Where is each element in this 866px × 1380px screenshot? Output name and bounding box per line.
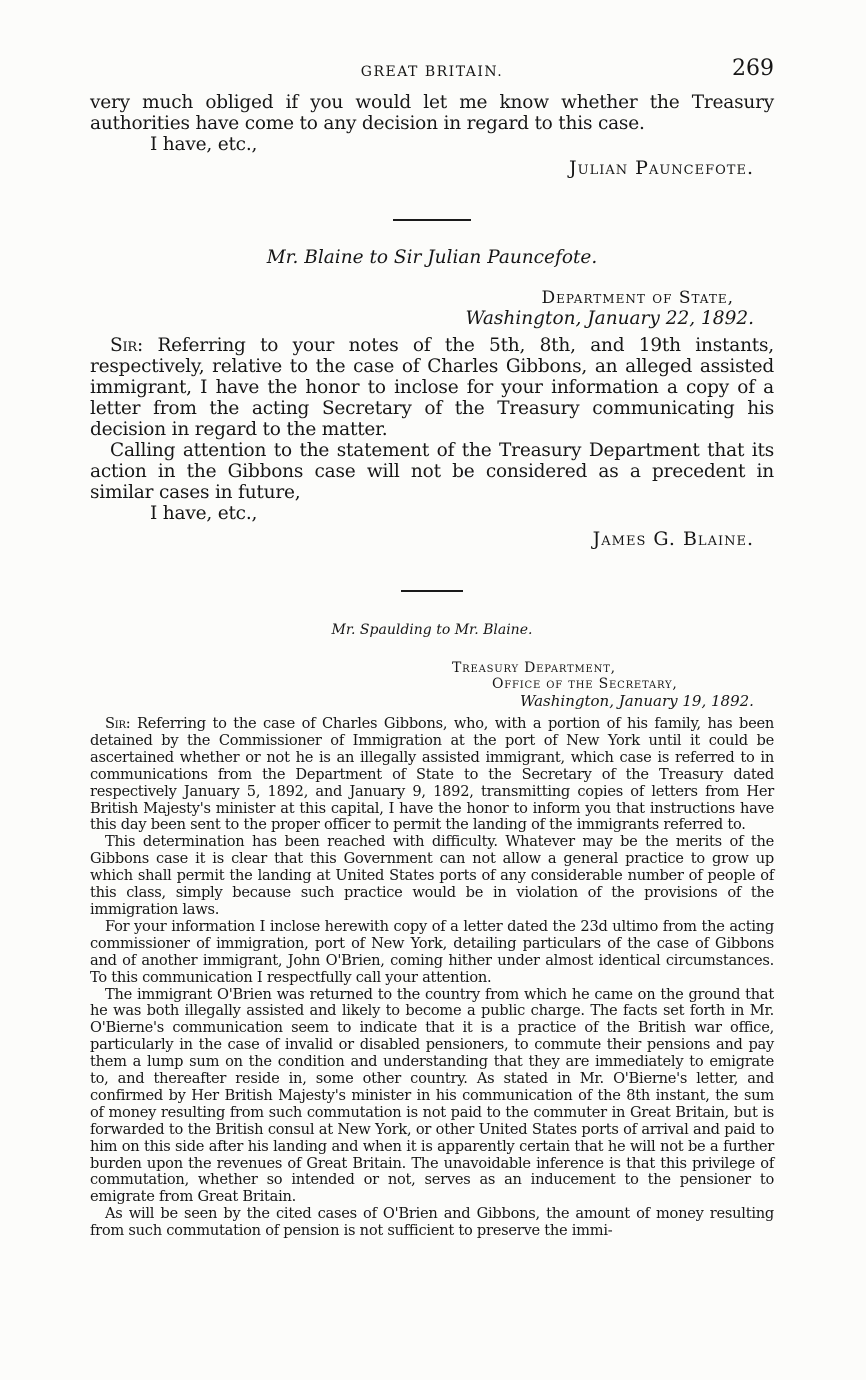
letter3-salutation: Sir: [105, 715, 131, 732]
document-page [90, 56, 774, 1240]
letter3-para1-text: Referring to the case of Charles Gibbons, who, with a portion of his family, has been detained by the Commissioner of Immigration at the port of New York until it could be ascertained whether or not he is an illegally assisted immigrant, which case is referred to in communications from the Department of State to the Secretary of the Treasury dated respectively January 5, 1892, and January 9, 1892, transmitting copies of letters from Her British Majesty's minister at this capital, I have the honor to inform you that instructions have this day been sent to the proper officer to permit the landing of the immigrants referred to. [90, 715, 775, 834]
letter2-para1-text: Referring to your notes of the 5th, 8th, and 19th instants, respectively, relative to the case of Charles Gibbons, an alleged assisted immigrant, I have the honor to inclose for your information a copy of a letter from the acting Secretary of the Treasury communicating his decision in regard to the matter. [90, 335, 774, 440]
letter1-continuation: very much obliged if you would let me know whether the Treasury authorities have come to any decision in regard to this case. [90, 92, 774, 134]
page-header [90, 56, 774, 92]
letter2-place-date: Washington, January 22, 1892. [465, 308, 754, 329]
letter3-office: Office of the Secretary, [492, 676, 678, 692]
letter3-address-block [90, 660, 774, 710]
letter2-para2: Calling attention to the statement of the Treasury Department that its action in the Gibbons case will not be considered as a precedent in similar cases in future, [90, 440, 774, 503]
letter3-place-date: Washington, January 19, 1892. [520, 692, 754, 710]
letter3-para4: The immigrant O'Brien was returned to the country from which he came on the ground that he was both illegally assisted and likely to become a public charge. The facts set forth in Mr. O'Bierne's communication seem to indicate that it is a practice of the British war office, particularly in the case of invalid or disabled pensioners, to commute their pensions and pay them a lump sum on the condition and understanding that they are immediately to emigrate to, and thereafter reside in, some other country. As stated in Mr. O'Bierne's letter, and confirmed by Her British Majesty's minister in his communication of the 8th instant, the sum of money resulting from such commutation is not paid to the commuter in Great Britain, but is forwarded to the British consul at New York, or other United States ports of arrival and paid to him on this side after his landing and when it is apparently certain that he will not be a further burden upon the revenues of Great Britain. The unavoidable inference is that this privilege of commutation, whether so intended or not, serves as an inducement to the pensioner to emigrate from Great Britain. [90, 985, 774, 1206]
running-title: GREAT BRITAIN. [360, 64, 504, 80]
letter3-para3: For your information I inclose herewith copy of a letter dated the 23d ultimo from the acting commissioner of immigration, port of New York, detailing particulars of the case of Gibbons and of another immigrant, John O'Brien, coming hither under almost identical circumstances. To this communication I respectfully call your attention. [90, 917, 774, 986]
letter2-closing: I have, etc., [150, 503, 258, 524]
letter1-signature: Julian Pauncefote. [569, 157, 754, 179]
page-number: 269 [732, 56, 774, 81]
letter3-heading: Mr. Spaulding to Mr. Blaine. [331, 622, 533, 638]
letter2-heading: Mr. Blaine to Sir Julian Pauncefote. [266, 247, 598, 268]
letter3-para2: This determination has been reached with difficulty. Whatever may be the merits of the Gibbons case it is clear that this Government can not allow a general practice to grow up which shall permit the landing at United States ports of any considerable number of people of this class, simply because such practice would be in violation of the provisions of the immigration laws. [90, 833, 774, 918]
letter2-salutation: Sir: [110, 335, 144, 356]
letter2-signature: James G. Blaine. [592, 528, 754, 550]
letter2-dept: Department of State, [541, 288, 734, 308]
letter3-dept: Treasury Department, [452, 660, 616, 676]
letter2-para1 [90, 335, 774, 440]
letter3-para1 [90, 716, 774, 834]
letter1-closing: I have, etc., [150, 134, 258, 155]
letter3-para5: As will be seen by the cited cases of O'Brien and Gibbons, the amount of money resulting from such commutation of pension is not sufficient to preserve the immi- [90, 1205, 774, 1240]
